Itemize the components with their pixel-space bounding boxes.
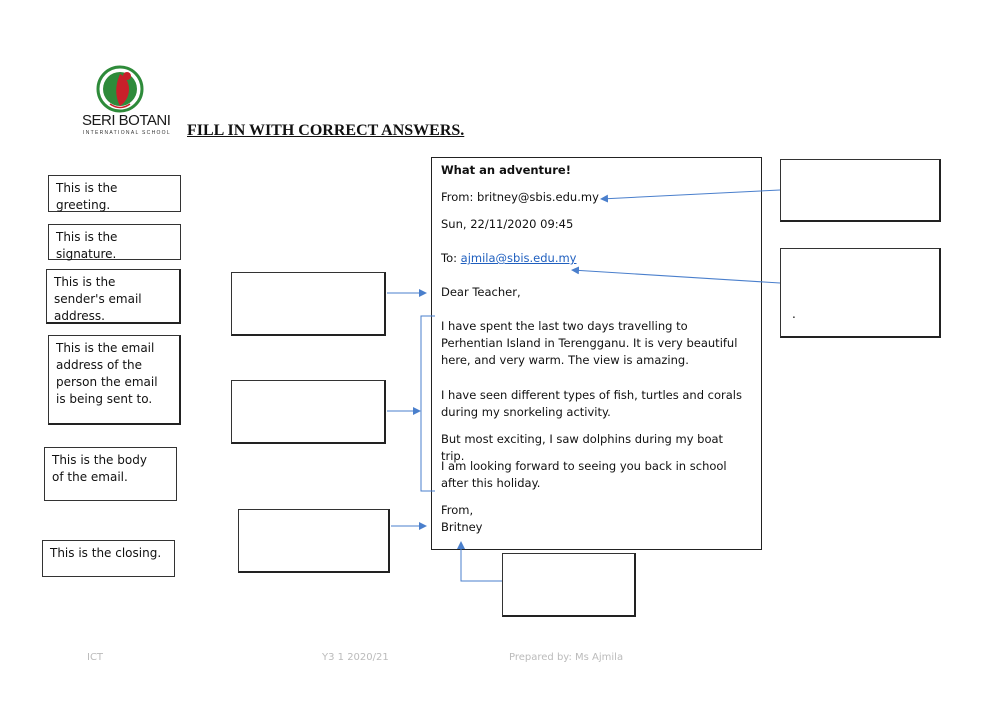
email-body-paragraph: I am looking forward to seeing you back in school after this holiday. [441,459,727,490]
email-date: Sun, 22/11/2020 09:45 [441,217,574,231]
arrow-body-bracket [421,316,435,491]
email-subject: What an adventure! [441,163,571,177]
logo-name: SERI BOTANI [82,112,171,129]
arrow-to-sender [601,190,780,199]
footer-prepared-by: Prepared by: Ms Ajmila [509,652,624,663]
label-closing-text: This is the closing. [50,546,162,560]
label-greeting-text: This is the greeting. [56,181,118,212]
footer-class: Y3 1 2020/21 [322,652,389,663]
email-body-paragraph: I have seen different types of fish, turtles and corals during my snorkeling activity. [441,388,742,419]
label-body-text: This is the body of the email. [52,453,147,484]
email-signature: Britney [441,520,483,534]
email-closing: From, [441,503,474,517]
email-body-paragraph: But most exciting, I saw dolphins during my boat trip. [441,432,724,463]
label-sender-address-text: This is the sender's email address. [54,275,142,323]
email-body-paragraph: I have spent the last two days travelling to Perhentian Island in Terengganu. It is very beautiful here, and very warm. The view is amazing. [441,319,738,367]
email-to-link[interactable]: ajmila@sbis.edu.my [460,251,577,265]
email-greeting: Dear Teacher, [441,285,521,299]
arrow-to-recipient [572,270,780,283]
arrow-to-signature [461,542,502,581]
logo-subtitle: INTERNATIONAL SCHOOL [83,130,171,136]
label-recipient-address-text: This is the email address of the person the email is being sent to. [56,341,158,406]
answer-box-recipient-mark: . [792,307,796,321]
email-to-prefix: To: [441,251,461,265]
page-title: FILL IN WITH CORRECT ANSWERS. [187,122,465,139]
footer-subject: ICT [87,652,104,663]
email-from: From: britney@sbis.edu.my [441,190,599,204]
label-signature-text: This is the signature. [56,230,118,261]
